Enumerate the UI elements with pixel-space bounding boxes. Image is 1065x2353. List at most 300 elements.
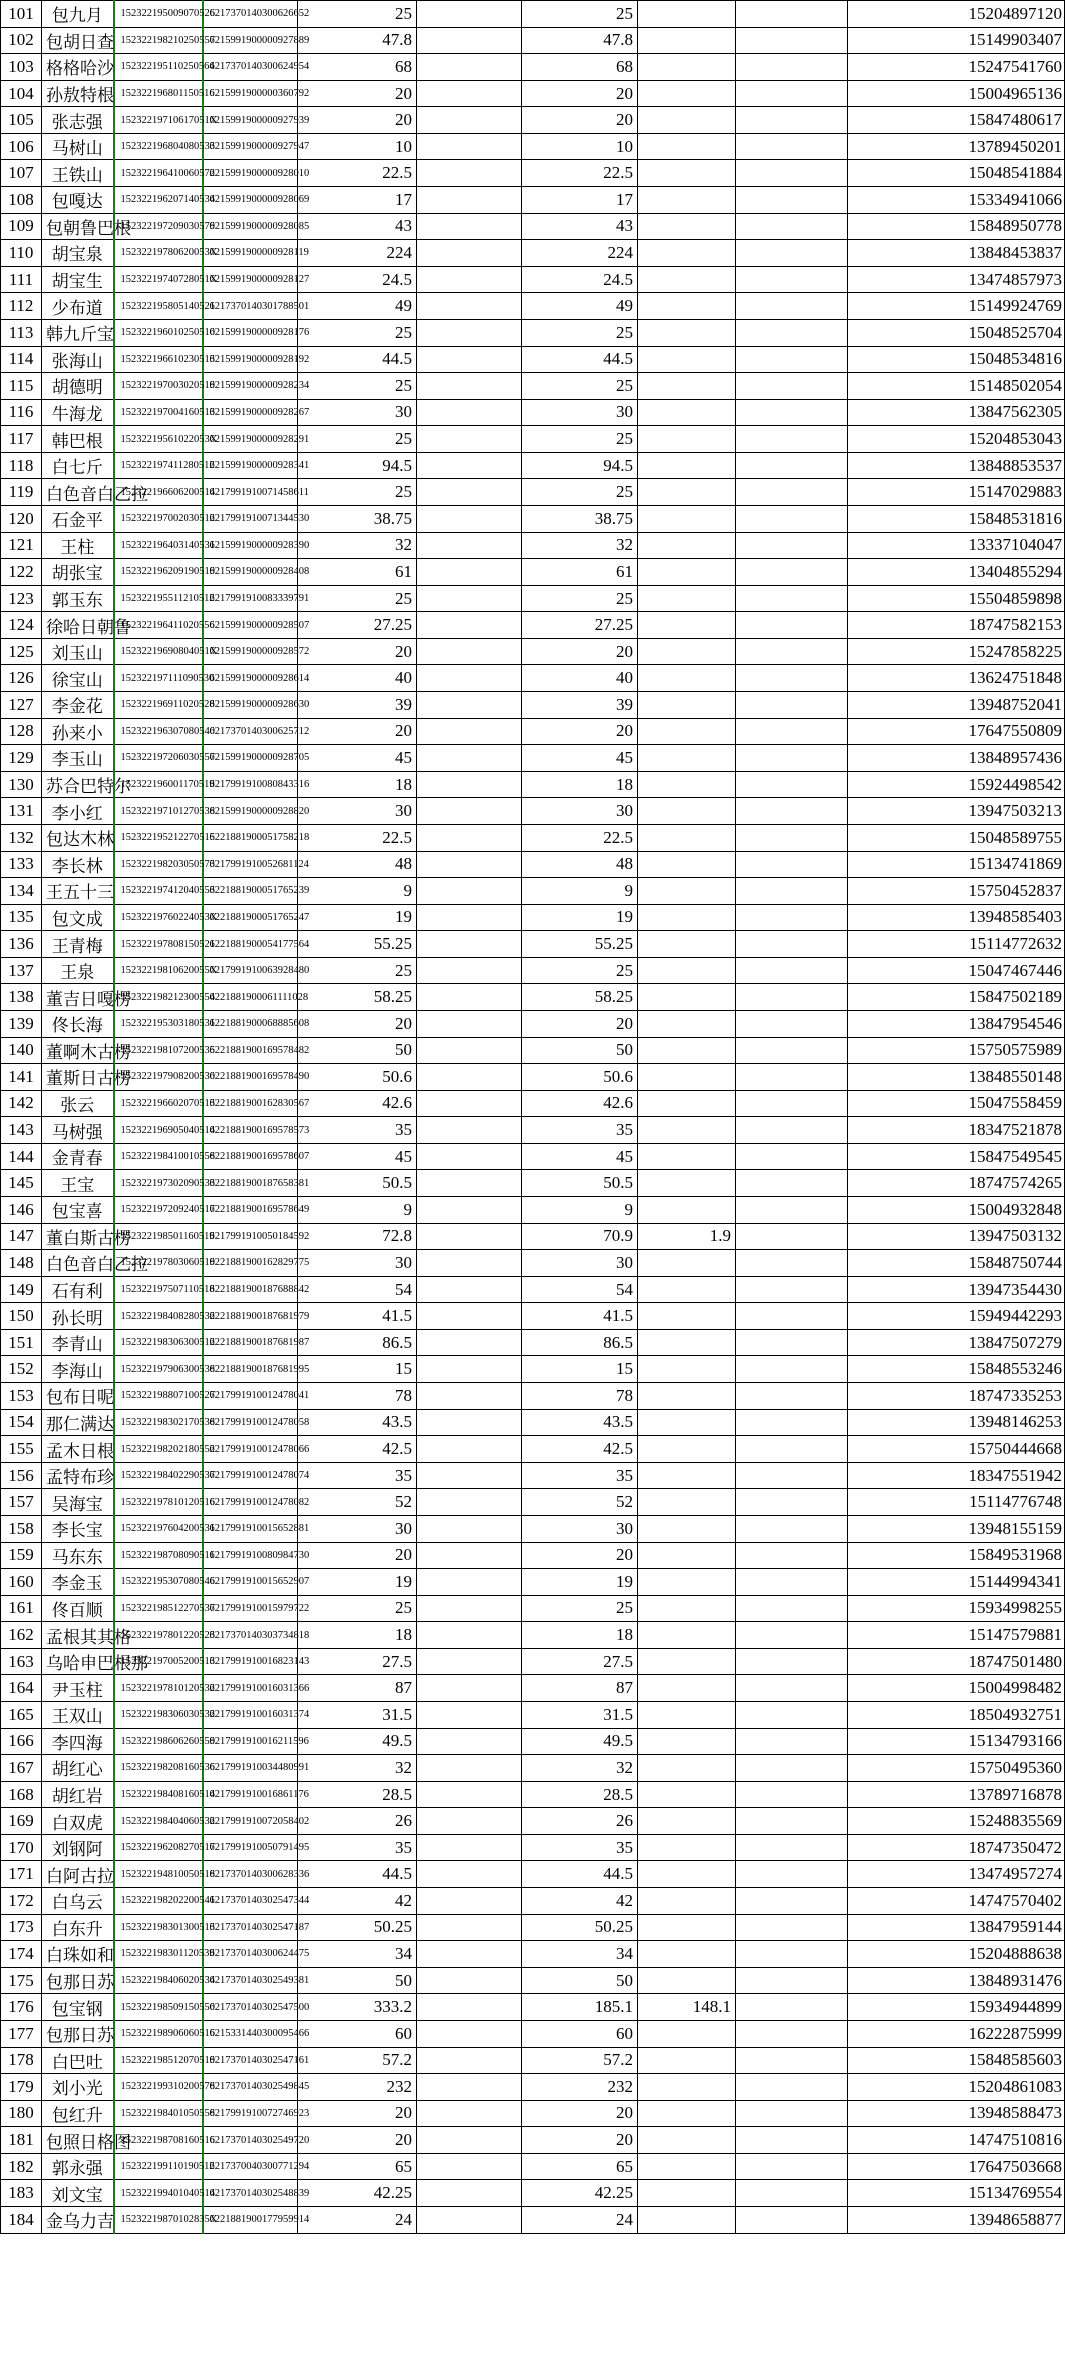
row-number: 161 (1, 1595, 42, 1622)
account-cell: 6215331440300095466 (203, 2020, 298, 2047)
amount-cell: 68 (298, 54, 417, 81)
blank-cell (736, 1, 848, 28)
extra-cell (638, 612, 736, 639)
amount-cell: 24 (522, 2206, 638, 2233)
account-cell: 6217370140302547187 (203, 1914, 298, 1941)
amount-cell: 25 (522, 1, 638, 28)
amount-cell: 48 (522, 851, 638, 878)
name-cell: 包宝钢 (42, 1994, 114, 2021)
table-row (1, 319, 1065, 346)
account-cell: 6217991910016031366 (203, 1675, 298, 1702)
table-row (1, 1781, 1065, 1808)
account-cell: 6217991910012478041 (203, 1383, 298, 1410)
blank-cell (736, 505, 848, 532)
name-cell: 李四海 (42, 1728, 114, 1755)
extra-cell (638, 1462, 736, 1489)
blank-cell (736, 1728, 848, 1755)
name-cell: 白乌云 (42, 1888, 114, 1915)
account-cell: 6217370140302549720 (203, 2127, 298, 2154)
amount-cell: 17 (298, 187, 417, 214)
extra-cell (638, 1329, 736, 1356)
row-number: 151 (1, 1329, 42, 1356)
account-cell: 6217370140300624954 (203, 54, 298, 81)
phone-cell: 13948146253 (848, 1409, 1065, 1436)
blank-cell (736, 1515, 848, 1542)
id-number-cell: 152322197810120532 (114, 1675, 203, 1702)
extra-cell (638, 373, 736, 400)
blank-cell (417, 160, 522, 187)
amount-cell: 19 (298, 1569, 417, 1596)
table-row (1, 1250, 1065, 1277)
row-number: 134 (1, 878, 42, 905)
table-row (1, 1409, 1065, 1436)
id-number-cell: 152322198906060516 (114, 2020, 203, 2047)
name-cell: 董吉日嘎楞 (42, 984, 114, 1011)
account-cell: 6221881900177959914 (203, 2206, 298, 2233)
blank-cell (417, 1728, 522, 1755)
table-row (1, 612, 1065, 639)
amount-cell: 25 (522, 373, 638, 400)
blank-cell (736, 745, 848, 772)
id-number-cell: 152322196801150516 (114, 80, 203, 107)
account-cell: 6217991910012478058 (203, 1409, 298, 1436)
amount-cell: 25 (522, 426, 638, 453)
id-number-cell: 152322198301120539 (114, 1941, 203, 1968)
table-row (1, 1329, 1065, 1356)
row-number: 163 (1, 1648, 42, 1675)
name-cell: 王铁山 (42, 160, 114, 187)
id-number-cell: 152322198501160519 (114, 1223, 203, 1250)
amount-cell: 50 (298, 1967, 417, 1994)
account-cell: 6221881900162830567 (203, 1090, 298, 1117)
amount-cell: 185.1 (522, 1994, 638, 2021)
blank-cell (736, 54, 848, 81)
amount-cell: 44.5 (522, 1861, 638, 1888)
amount-cell: 333.2 (298, 1994, 417, 2021)
blank-cell (736, 1170, 848, 1197)
name-cell: 白色音白乙拉 (42, 1250, 114, 1277)
id-number-cell: 152322198203050573 (114, 851, 203, 878)
blank-cell (417, 346, 522, 373)
amount-cell: 15 (522, 1356, 638, 1383)
row-number: 176 (1, 1994, 42, 2021)
account-cell: 6215991900000928085 (203, 213, 298, 240)
row-number: 159 (1, 1542, 42, 1569)
table-row (1, 240, 1065, 267)
blank-cell (736, 1329, 848, 1356)
blank-cell (417, 1383, 522, 1410)
amount-cell: 50.25 (522, 1914, 638, 1941)
row-number: 144 (1, 1143, 42, 1170)
blank-cell (417, 612, 522, 639)
blank-cell (417, 1781, 522, 1808)
phone-cell: 15848750744 (848, 1250, 1065, 1277)
blank-cell (417, 1117, 522, 1144)
blank-cell (736, 585, 848, 612)
name-cell: 牛海龙 (42, 399, 114, 426)
name-cell: 李小红 (42, 798, 114, 825)
account-cell: 6215991900000928630 (203, 692, 298, 719)
extra-cell (638, 1569, 736, 1596)
phone-cell: 15949442293 (848, 1303, 1065, 1330)
phone-cell: 16222875999 (848, 2020, 1065, 2047)
amount-cell: 45 (298, 1143, 417, 1170)
account-cell: 6217370140302547161 (203, 2047, 298, 2074)
amount-cell: 224 (522, 240, 638, 267)
blank-cell (417, 1, 522, 28)
amount-cell: 49 (298, 293, 417, 320)
amount-cell: 10 (522, 133, 638, 160)
table-row (1, 1808, 1065, 1835)
blank-cell (417, 585, 522, 612)
amount-cell: 35 (522, 1462, 638, 1489)
name-cell: 金乌力吉 (42, 2206, 114, 2233)
blank-cell (417, 931, 522, 958)
account-cell: 6221881900169578482 (203, 1037, 298, 1064)
table-row (1, 1595, 1065, 1622)
phone-cell: 13848453837 (848, 240, 1065, 267)
blank-cell (736, 1462, 848, 1489)
amount-cell: 35 (298, 1117, 417, 1144)
id-number-cell: 152322196610230513 (114, 346, 203, 373)
blank-cell (417, 2127, 522, 2154)
row-number: 169 (1, 1808, 42, 1835)
extra-cell (638, 1728, 736, 1755)
row-number: 156 (1, 1462, 42, 1489)
name-cell: 石金平 (42, 505, 114, 532)
account-cell: 6217370140302547344 (203, 1888, 298, 1915)
extra-cell (638, 2047, 736, 2074)
id-number-cell: 15232219690804051X (114, 638, 203, 665)
amount-cell: 22.5 (298, 160, 417, 187)
account-cell: 6217991910071344530 (203, 505, 298, 532)
name-cell: 少布道 (42, 293, 114, 320)
amount-cell: 20 (298, 80, 417, 107)
amount-cell: 52 (298, 1489, 417, 1516)
blank-cell (736, 2180, 848, 2207)
amount-cell: 26 (522, 1808, 638, 1835)
phone-cell: 13948585403 (848, 904, 1065, 931)
phone-cell: 15134793166 (848, 1728, 1065, 1755)
blank-cell (736, 266, 848, 293)
account-cell: 6217991910083339791 (203, 585, 298, 612)
table-row (1, 1702, 1065, 1729)
table-row (1, 638, 1065, 665)
id-number-cell: 152322197209030579 (114, 213, 203, 240)
blank-cell (736, 1781, 848, 1808)
blank-cell (736, 1994, 848, 2021)
extra-cell (638, 771, 736, 798)
amount-cell: 30 (522, 798, 638, 825)
blank-cell (736, 346, 848, 373)
table-row (1, 107, 1065, 134)
amount-cell: 30 (522, 1250, 638, 1277)
blank-cell (417, 824, 522, 851)
phone-cell: 15204888638 (848, 1941, 1065, 1968)
id-number-cell: 152322198408160514 (114, 1781, 203, 1808)
amount-cell: 20 (522, 718, 638, 745)
phone-cell: 15204853043 (848, 426, 1065, 453)
phone-cell: 15504859898 (848, 585, 1065, 612)
row-number: 112 (1, 293, 42, 320)
row-number: 182 (1, 2153, 42, 2180)
name-cell: 包胡日查 (42, 27, 114, 54)
amount-cell: 20 (522, 2127, 638, 2154)
table-row (1, 27, 1065, 54)
amount-cell: 49 (522, 293, 638, 320)
blank-cell (736, 426, 848, 453)
row-number: 114 (1, 346, 42, 373)
blank-cell (736, 240, 848, 267)
extra-cell (638, 1143, 736, 1170)
id-number-cell: 152322198408280532 (114, 1303, 203, 1330)
blank-cell (417, 1941, 522, 1968)
blank-cell (417, 1755, 522, 1782)
amount-cell: 18 (522, 1622, 638, 1649)
amount-cell: 27.5 (522, 1648, 638, 1675)
table-row (1, 745, 1065, 772)
blank-cell (736, 2020, 848, 2047)
row-number: 125 (1, 638, 42, 665)
phone-cell: 17647503668 (848, 2153, 1065, 2180)
amount-cell: 30 (298, 1250, 417, 1277)
phone-cell: 15204897120 (848, 1, 1065, 28)
blank-cell (736, 1064, 848, 1091)
extra-cell (638, 824, 736, 851)
row-number: 145 (1, 1170, 42, 1197)
phone-cell: 18747574265 (848, 1170, 1065, 1197)
amount-cell: 18 (298, 1622, 417, 1649)
account-cell: 6221881900169578649 (203, 1197, 298, 1224)
row-number: 149 (1, 1276, 42, 1303)
blank-cell (417, 904, 522, 931)
extra-cell (638, 399, 736, 426)
row-number: 174 (1, 1941, 42, 1968)
row-number: 137 (1, 957, 42, 984)
blank-cell (417, 2047, 522, 2074)
blank-cell (736, 665, 848, 692)
account-cell: 6221881900162829775 (203, 1250, 298, 1277)
amount-cell: 38.75 (298, 505, 417, 532)
blank-cell (736, 479, 848, 506)
id-number-cell: 152322197206030557 (114, 745, 203, 772)
blank-cell (417, 293, 522, 320)
id-number-cell: 152322198401050558 (114, 2100, 203, 2127)
blank-cell (417, 692, 522, 719)
amount-cell: 86.5 (522, 1329, 638, 1356)
name-cell: 包那日苏 (42, 1967, 114, 1994)
amount-cell: 86.5 (298, 1329, 417, 1356)
blank-cell (417, 2100, 522, 2127)
phone-cell: 15147029883 (848, 479, 1065, 506)
row-number: 127 (1, 692, 42, 719)
account-cell: 6215991900000928507 (203, 612, 298, 639)
name-cell: 包红升 (42, 2100, 114, 2127)
row-number: 172 (1, 1888, 42, 1915)
name-cell: 李青山 (42, 1329, 114, 1356)
table-row (1, 1356, 1065, 1383)
amount-cell: 30 (522, 399, 638, 426)
extra-cell (638, 479, 736, 506)
blank-cell (417, 1888, 522, 1915)
phone-cell: 13947354430 (848, 1276, 1065, 1303)
phone-cell: 15134741869 (848, 851, 1065, 878)
row-number: 142 (1, 1090, 42, 1117)
phone-cell: 15048534816 (848, 346, 1065, 373)
phone-cell: 15004932848 (848, 1197, 1065, 1224)
table-row (1, 1436, 1065, 1463)
name-cell: 白阿古拉 (42, 1861, 114, 1888)
amount-cell: 32 (522, 532, 638, 559)
phone-cell: 15849531968 (848, 1542, 1065, 1569)
row-number: 121 (1, 532, 42, 559)
row-number: 111 (1, 266, 42, 293)
account-cell: 6217370140300626652 (203, 1, 298, 28)
amount-cell: 70.9 (522, 1223, 638, 1250)
account-cell: 6215991900000928010 (203, 160, 298, 187)
blank-cell (417, 1250, 522, 1277)
account-cell: 6221881900061111028 (203, 984, 298, 1011)
row-number: 103 (1, 54, 42, 81)
blank-cell (736, 319, 848, 346)
table-row (1, 505, 1065, 532)
name-cell: 李玉山 (42, 745, 114, 772)
name-cell: 马树强 (42, 1117, 114, 1144)
amount-cell: 43 (298, 213, 417, 240)
extra-cell (638, 213, 736, 240)
blank-cell (417, 1914, 522, 1941)
amount-cell: 68 (522, 54, 638, 81)
table-row (1, 1967, 1065, 1994)
table-row (1, 1, 1065, 28)
amount-cell: 20 (298, 1010, 417, 1037)
extra-cell (638, 638, 736, 665)
account-cell: 6217370140300624475 (203, 1941, 298, 1968)
id-number-cell: 152322195805140521 (114, 293, 203, 320)
blank-cell (417, 452, 522, 479)
name-cell: 孟根其其格 (42, 1622, 114, 1649)
extra-cell (638, 2206, 736, 2233)
blank-cell (417, 319, 522, 346)
amount-cell: 41.5 (298, 1303, 417, 1330)
extra-cell (638, 2153, 736, 2180)
row-number: 107 (1, 160, 42, 187)
phone-cell: 13947503213 (848, 798, 1065, 825)
table-row (1, 1728, 1065, 1755)
row-number: 116 (1, 399, 42, 426)
row-number: 154 (1, 1409, 42, 1436)
amount-cell: 45 (522, 1143, 638, 1170)
id-number-cell: 152322196010250510 (114, 319, 203, 346)
amount-cell: 20 (298, 1542, 417, 1569)
table-row (1, 452, 1065, 479)
amount-cell: 50 (298, 1037, 417, 1064)
table-row (1, 665, 1065, 692)
amount-cell: 57.2 (298, 2047, 417, 2074)
amount-cell: 17 (522, 187, 638, 214)
table-row (1, 54, 1065, 81)
phone-cell: 13474957274 (848, 1861, 1065, 1888)
account-cell: 6217991910050791495 (203, 1834, 298, 1861)
name-cell: 董白斯古楞 (42, 1223, 114, 1250)
row-number: 170 (1, 1834, 42, 1861)
id-number-cell: 152322197209240517 (114, 1197, 203, 1224)
row-number: 180 (1, 2100, 42, 2127)
row-number: 122 (1, 559, 42, 586)
extra-cell (638, 1914, 736, 1941)
extra-cell: 1.9 (638, 1223, 736, 1250)
blank-cell (736, 2047, 848, 2074)
id-number-cell: 15232219760224053X (114, 904, 203, 931)
amount-cell: 30 (298, 798, 417, 825)
amount-cell: 48 (298, 851, 417, 878)
amount-cell: 34 (298, 1941, 417, 1968)
extra-cell (638, 1702, 736, 1729)
phone-cell: 13847954546 (848, 1010, 1065, 1037)
account-cell: 6217991910012478082 (203, 1489, 298, 1516)
blank-cell (736, 1542, 848, 1569)
amount-cell: 65 (298, 2153, 417, 2180)
row-number: 135 (1, 904, 42, 931)
extra-cell (638, 54, 736, 81)
blank-cell (736, 2153, 848, 2180)
amount-cell: 94.5 (298, 452, 417, 479)
extra-cell (638, 1117, 736, 1144)
row-number: 118 (1, 452, 42, 479)
id-number-cell: 152322197906300538 (114, 1356, 203, 1383)
account-cell: 6217991910015652907 (203, 1569, 298, 1596)
amount-cell: 34 (522, 1941, 638, 1968)
extra-cell (638, 718, 736, 745)
amount-cell: 49.5 (522, 1728, 638, 1755)
row-number: 155 (1, 1436, 42, 1463)
row-number: 120 (1, 505, 42, 532)
row-number: 160 (1, 1569, 42, 1596)
table-row (1, 1914, 1065, 1941)
name-cell: 包照日格图 (42, 2127, 114, 2154)
phone-cell: 13847562305 (848, 399, 1065, 426)
table-row (1, 160, 1065, 187)
amount-cell: 54 (522, 1276, 638, 1303)
phone-cell: 15750495360 (848, 1755, 1065, 1782)
extra-cell (638, 505, 736, 532)
name-cell: 包文成 (42, 904, 114, 931)
amount-cell: 10 (298, 133, 417, 160)
name-cell: 刘钢阿 (42, 1834, 114, 1861)
amount-cell: 43.5 (522, 1409, 638, 1436)
id-number-cell: 152322198402290537 (114, 1462, 203, 1489)
name-cell: 李金花 (42, 692, 114, 719)
table-row (1, 532, 1065, 559)
extra-cell (638, 2100, 736, 2127)
id-number-cell: 152322195212270515 (114, 824, 203, 851)
blank-cell (417, 1967, 522, 1994)
extra-cell (638, 452, 736, 479)
extra-cell (638, 1010, 736, 1037)
blank-cell (736, 904, 848, 931)
amount-cell: 30 (298, 1515, 417, 1542)
phone-cell: 15114772632 (848, 931, 1065, 958)
table-row (1, 984, 1065, 1011)
table-row (1, 1223, 1065, 1250)
blank-cell (417, 187, 522, 214)
amount-cell: 50.25 (298, 1914, 417, 1941)
extra-cell (638, 957, 736, 984)
blank-cell (417, 80, 522, 107)
account-cell: 6217370140301788501 (203, 293, 298, 320)
id-number-cell: 152322197507110518 (114, 1276, 203, 1303)
extra-cell (638, 2074, 736, 2101)
